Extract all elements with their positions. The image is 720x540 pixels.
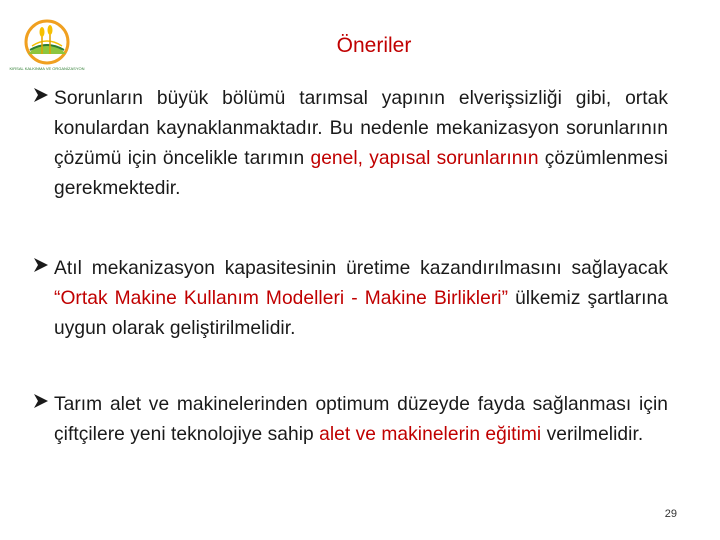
page-number: 29	[664, 508, 677, 520]
bullet-highlight: alet ve makinelerin eğitimi	[319, 424, 542, 445]
bullet-text-part: Tarım alet ve makinelerinden optimum düzeyde fayda sağlanması için çiftçilere yeni teknolojiye sahip	[54, 394, 668, 445]
bullet-item	[32, 254, 668, 344]
arrow-bullet-icon	[32, 256, 50, 274]
bullet-text-part: Atıl mekanizasyon kapasitesinin üretime kazandırılmasını sağlayacak	[54, 258, 668, 279]
bullet-text-part: verilmelidir.	[541, 424, 644, 445]
bullet-highlight: genel, yapısal sorunlarının	[310, 148, 539, 169]
bullet-item	[32, 84, 668, 204]
logo-caption: KIRSAL KALKINMA VE ORGANİZASYON	[9, 66, 85, 71]
bullet-text	[54, 84, 668, 204]
arrow-bullet-icon	[32, 86, 50, 104]
bullet-text	[54, 390, 668, 450]
bullet-text-part: Sorunların büyük bölümü tarımsal yapının elverişsizliği gibi, ortak konulardan kaynaklanmaktadır. Bu nedenle mekanizasyon sorunlarının çözümü için öncelikle tarımın	[54, 88, 668, 169]
bullet-highlight: “Ortak Makine Kullanım Modelleri - Makine Birlikleri”	[54, 288, 509, 309]
bullet-text-part: ülkemiz şartlarına uygun olarak geliştirilmelidir.	[54, 288, 668, 339]
arrow-bullet-icon	[32, 392, 50, 410]
page-title: Öneriler	[336, 34, 412, 57]
bullet-text-part: çözümlenmesi gerekmektedir.	[54, 148, 668, 199]
bullet-text	[54, 254, 668, 344]
bullet-item	[32, 390, 668, 450]
